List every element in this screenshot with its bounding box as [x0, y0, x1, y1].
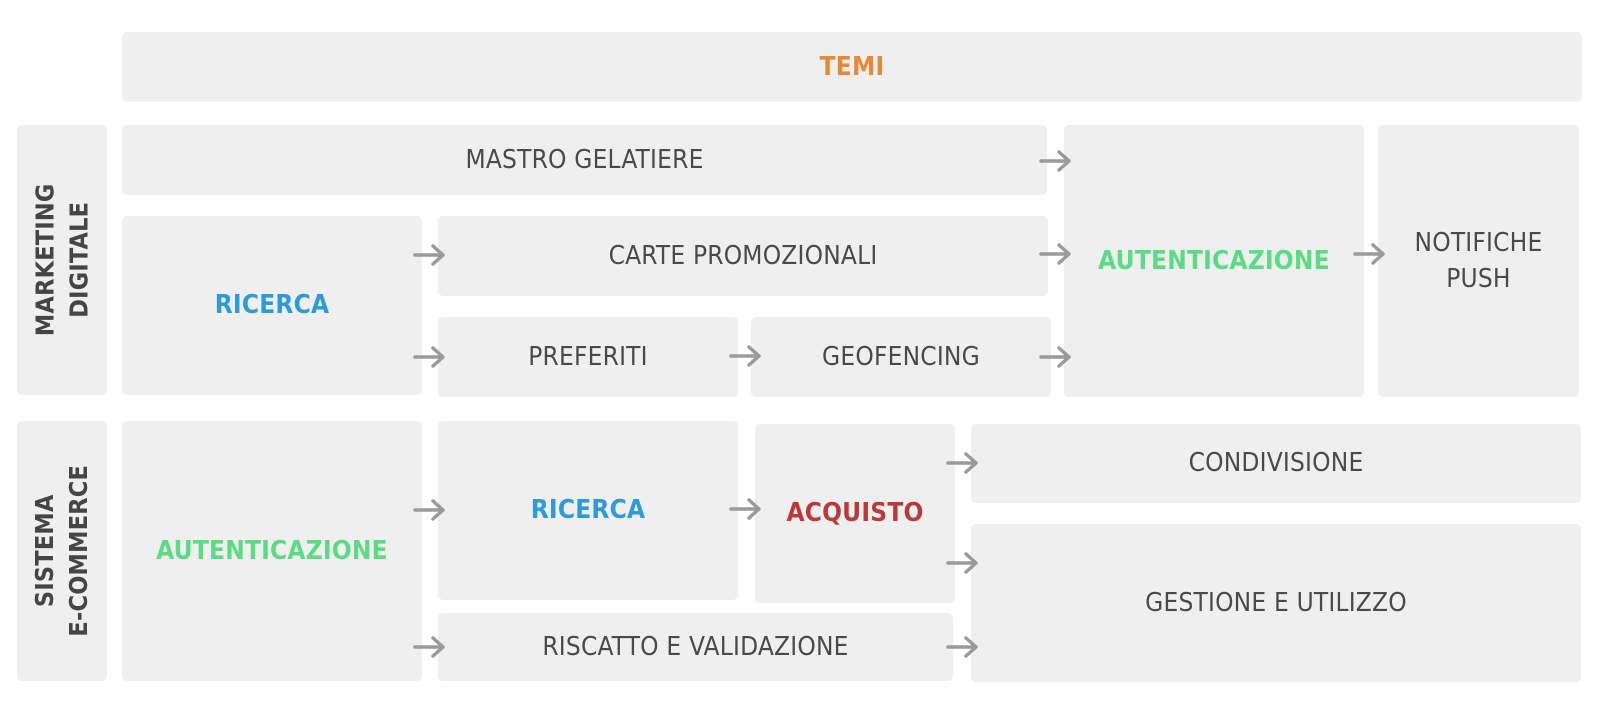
arrow-right-icon	[413, 636, 447, 658]
header-title: TEMI	[819, 51, 885, 82]
box-autenticazione-marketing	[1064, 125, 1364, 397]
box-notifiche-push	[1378, 125, 1579, 397]
box-geofencing	[751, 317, 1051, 397]
arrow-right-icon	[946, 636, 980, 658]
box-riscatto-validazione	[438, 613, 953, 681]
row-label-marketing	[17, 125, 107, 395]
autenticazione-ecommerce-label: AUTENTICAZIONE	[156, 535, 388, 566]
box-autenticazione-ecommerce	[122, 421, 422, 681]
box-carte-promozionali	[438, 216, 1048, 296]
row-label-marketing-line1: MARKETING	[30, 183, 60, 337]
arrow-right-icon	[946, 452, 980, 474]
box-acquisto	[755, 424, 955, 603]
box-preferiti	[438, 317, 738, 397]
arrow-right-icon	[413, 244, 447, 266]
box-ricerca-marketing	[122, 216, 422, 395]
row-label-marketing-line2: DIGITALE	[64, 202, 93, 318]
notifiche-line2: PUSH	[1446, 264, 1511, 294]
header-temi	[122, 32, 1582, 102]
box-ricerca-ecommerce	[438, 421, 738, 600]
arrow-right-icon	[1039, 346, 1073, 368]
row-label-ecommerce-line2: E-COMMERCE	[64, 465, 94, 637]
arrow-right-icon	[1353, 243, 1387, 265]
autenticazione-marketing-label: AUTENTICAZIONE	[1098, 245, 1330, 276]
box-condivisione	[971, 424, 1581, 503]
arrow-right-icon	[413, 346, 447, 368]
notifiche-line1: NOTIFICHE	[1414, 227, 1543, 258]
condivisione-label: CONDIVISIONE	[1188, 448, 1364, 479]
mastro-gelatiere-label: MASTRO GELATIERE	[465, 144, 704, 175]
arrow-right-icon	[729, 498, 763, 520]
box-mastro-gelatiere	[122, 125, 1047, 195]
arrow-right-icon	[946, 552, 980, 574]
ricerca-marketing-label: RICERCA	[214, 290, 330, 321]
ricerca-ecommerce-label: RICERCA	[530, 495, 646, 526]
arrow-right-icon	[1039, 150, 1073, 172]
row-label-ecommerce-line1: SISTEMA	[30, 494, 60, 608]
riscatto-validazione-label: RISCATTO E VALIDAZIONE	[542, 631, 849, 662]
arrow-right-icon	[729, 345, 763, 367]
preferiti-label: PREFERITI	[528, 341, 648, 372]
arrow-right-icon	[413, 499, 447, 521]
box-gestione-utilizzo	[971, 524, 1581, 682]
acquisto-label: ACQUISTO	[786, 498, 924, 529]
row-label-ecommerce	[17, 421, 107, 681]
arrow-right-icon	[1039, 243, 1073, 265]
carte-promozionali-label: CARTE PROMOZIONALI	[608, 240, 878, 271]
gestione-utilizzo-label: GESTIONE E UTILIZZO	[1145, 587, 1407, 618]
geofencing-label: GEOFENCING	[822, 341, 980, 372]
